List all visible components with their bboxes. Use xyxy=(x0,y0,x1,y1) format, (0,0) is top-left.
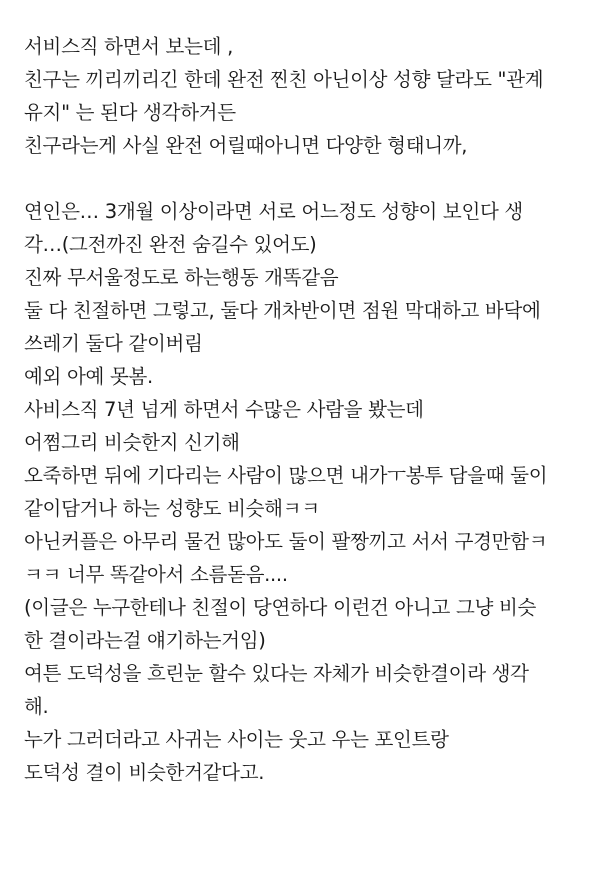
text-line: 연인은… 3개월 이상이라면 서로 어느정도 성향이 보인다 생 xyxy=(24,200,523,223)
text-line: (이글은 누구한테나 친절이 당연하다 이런건 아니고 그냥 비슷 xyxy=(24,596,537,619)
text-line: 여튼 도덕성을 흐린눈 할수 있다는 자체가 비슷한결이라 생각 xyxy=(24,662,529,685)
blank-line xyxy=(24,162,594,195)
text-line: 둘 다 친절하면 그렇고, 둘다 개차반이면 점원 막대하고 바닥에 xyxy=(24,299,541,322)
text-line: 한 결이라는걸 얘기하는거임) xyxy=(24,629,266,652)
text-line: ㅋㅋ 너무 똑같아서 소름돋음.... xyxy=(24,563,288,586)
text-line: 해. xyxy=(24,695,49,718)
text-line: 예외 아예 못봄. xyxy=(24,365,153,388)
text-line: 유지" 는 된다 생각하거든 xyxy=(24,101,236,124)
document-body xyxy=(24,30,594,789)
text-line: 오죽하면 뒤에 기다리는 사람이 많으면 내가ㅜ봉투 담을때 둘이 xyxy=(24,464,548,487)
text-line: 각…(그전까진 완전 숨길수 있어도) xyxy=(24,233,317,256)
text-line: 친구라는게 사실 완전 어릴때아니면 다양한 형태니까, xyxy=(24,134,468,157)
text-line: 도덕성 결이 비슷한거같다고. xyxy=(24,761,265,784)
text-line: 어쩜그리 비슷한지 신기해 xyxy=(24,431,240,454)
text-line: 쓰레기 둘다 같이버림 xyxy=(24,332,203,355)
text-line: 같이담거나 하는 성향도 비슷해ㅋㅋ xyxy=(24,497,320,520)
text-line: 사비스직 7년 넘게 하면서 수많은 사람을 봤는데 xyxy=(24,398,424,421)
text-line: 서비스직 하면서 보는데 , xyxy=(24,35,233,58)
text-line: 친구는 끼리끼리긴 한데 완전 찐친 아닌이상 성향 달라도 "관계 xyxy=(24,68,544,91)
text-line: 진짜 무서울정도로 하는행동 개똑같음 xyxy=(24,266,339,289)
text-line: 누가 그러더라고 사귀는 사이는 웃고 우는 포인트랑 xyxy=(24,728,449,751)
text-line: 아닌커플은 아무리 물건 많아도 둘이 팔짱끼고 서서 구경만함ㅋ xyxy=(24,530,548,553)
